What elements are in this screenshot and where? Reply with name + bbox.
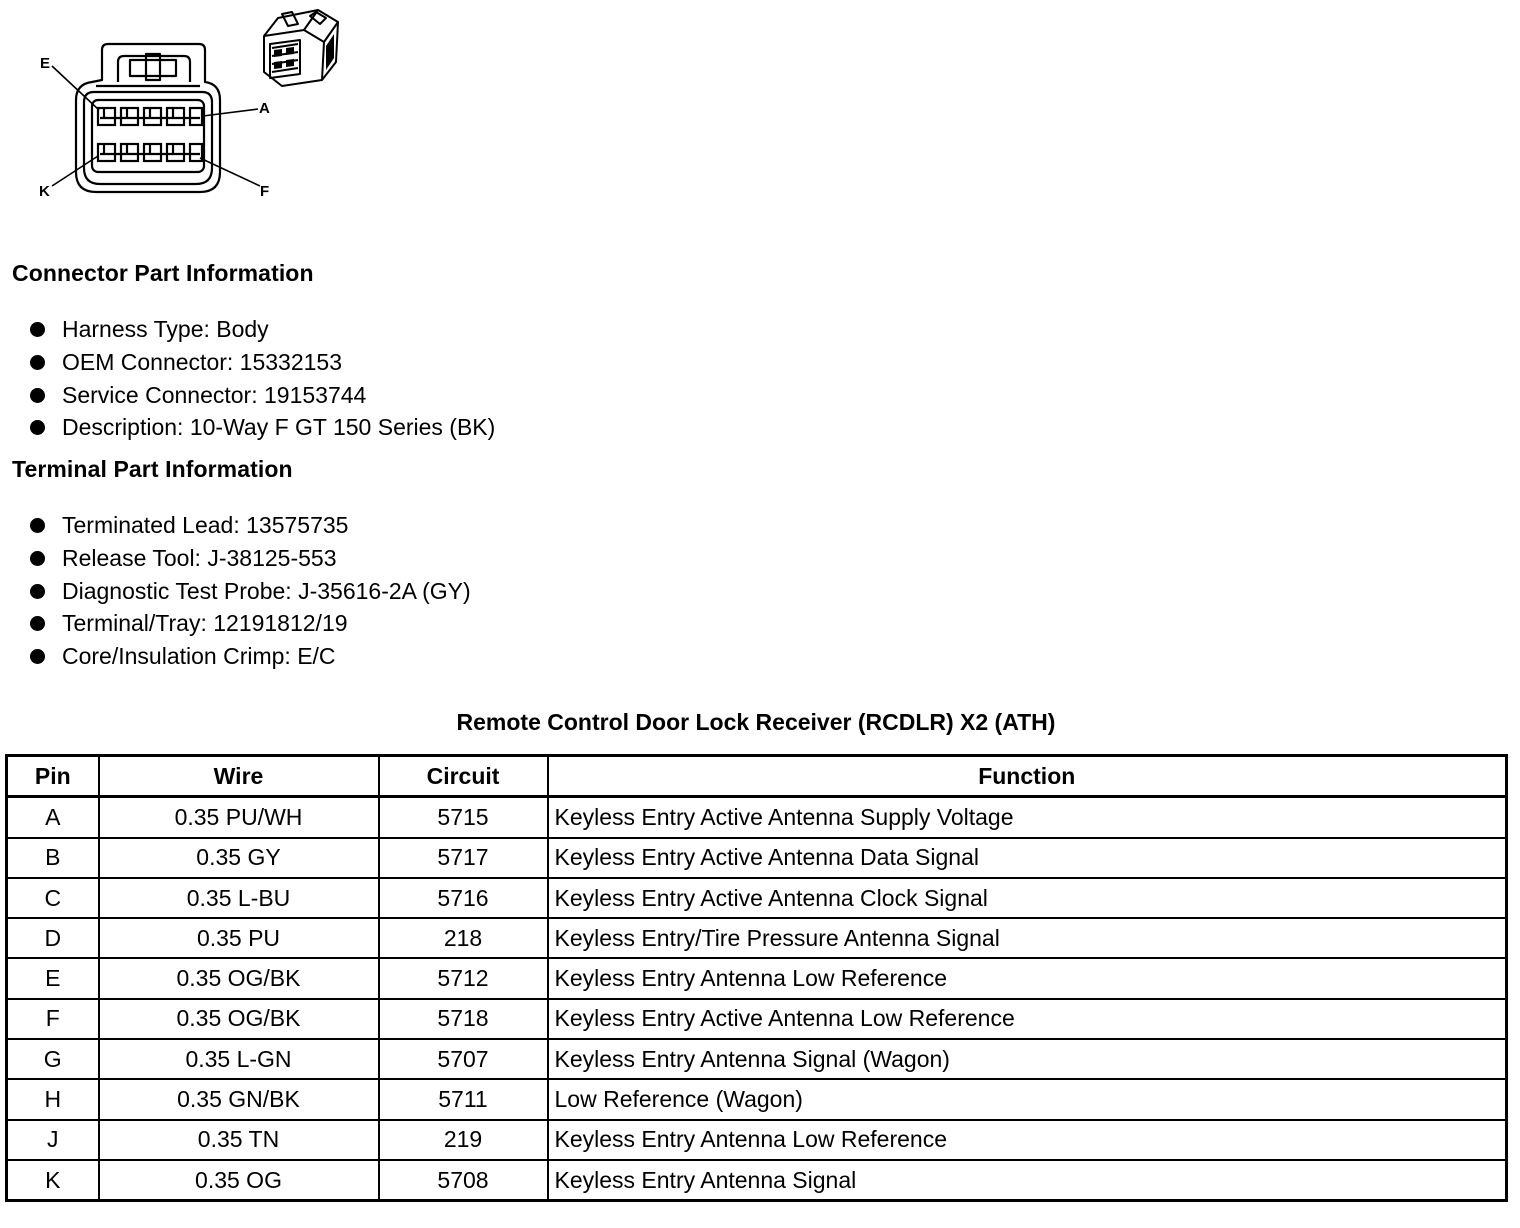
terminal-part-info-heading: Terminal Part Information	[12, 456, 293, 482]
column-header-wire: Wire	[99, 756, 379, 797]
column-header-function: Function	[548, 756, 1507, 797]
cell-circuit: 5717	[379, 838, 548, 878]
bullet-icon	[30, 584, 45, 599]
bullet-icon	[30, 420, 45, 435]
bullet-icon	[30, 551, 45, 566]
cell-wire: 0.35 OG	[99, 1160, 379, 1201]
cell-pin: F	[7, 999, 99, 1039]
list-item	[28, 346, 495, 379]
cell-pin: D	[7, 918, 99, 958]
table-row	[7, 999, 1507, 1039]
cell-function: Keyless Entry Antenna Signal (Wagon)	[548, 1039, 1507, 1079]
cell-circuit: 5707	[379, 1039, 548, 1079]
terminal-part-info-list	[28, 509, 471, 673]
list-item	[28, 575, 471, 608]
cell-function: Keyless Entry Antenna Low Reference	[548, 958, 1507, 998]
table-row	[7, 838, 1507, 878]
list-item	[28, 607, 471, 640]
list-item-text: Service Connector: 19153744	[62, 381, 367, 408]
list-item-text: Release Tool: J-38125-553	[62, 544, 337, 571]
connector-part-info-list	[28, 313, 495, 444]
cell-pin: K	[7, 1160, 99, 1201]
pin-label-k: K	[39, 183, 50, 200]
cell-pin: G	[7, 1039, 99, 1079]
bullet-icon	[30, 388, 45, 403]
bullet-icon	[30, 649, 45, 664]
list-item-text: Diagnostic Test Probe: J-35616-2A (GY)	[62, 577, 471, 604]
cell-function: Keyless Entry Antenna Low Reference	[548, 1120, 1507, 1160]
list-item	[28, 411, 495, 444]
bullet-icon	[30, 355, 45, 370]
cell-function: Keyless Entry Active Antenna Low Reference	[548, 999, 1507, 1039]
cell-pin: C	[7, 878, 99, 918]
cell-function: Keyless Entry Antenna Signal	[548, 1160, 1507, 1201]
cell-pin: H	[7, 1079, 99, 1119]
table-header-row	[7, 756, 1507, 797]
cell-circuit: 5708	[379, 1160, 548, 1201]
cell-function: Low Reference (Wagon)	[548, 1079, 1507, 1119]
table-row	[7, 958, 1507, 998]
table-row	[7, 797, 1507, 838]
list-item	[28, 640, 471, 673]
pin-label-a: A	[259, 100, 270, 117]
list-item	[28, 509, 471, 542]
cell-function: Keyless Entry Active Antenna Data Signal	[548, 838, 1507, 878]
pin-label-e: E	[40, 55, 51, 72]
list-item-text: Core/Insulation Crimp: E/C	[62, 643, 336, 670]
list-item-text: Harness Type: Body	[62, 316, 269, 342]
cell-function: Keyless Entry Active Antenna Clock Signal	[548, 878, 1507, 918]
cell-pin: B	[7, 838, 99, 878]
pinout-table	[5, 754, 1508, 1202]
cavity-row-top	[98, 108, 202, 125]
cell-function: Keyless Entry Active Antenna Supply Voltage	[548, 797, 1507, 838]
cell-wire: 0.35 L-BU	[99, 878, 379, 918]
pin-label-f: F	[260, 183, 270, 200]
cell-wire: 0.35 TN	[99, 1120, 379, 1160]
connector-diagram	[0, 0, 360, 215]
cell-wire: 0.35 GN/BK	[99, 1079, 379, 1119]
table-row	[7, 1039, 1507, 1079]
column-header-circuit: Circuit	[379, 756, 548, 797]
cell-wire: 0.35 OG/BK	[99, 999, 379, 1039]
cell-pin: A	[7, 797, 99, 838]
table-row	[7, 878, 1507, 918]
list-item	[28, 313, 495, 346]
cell-wire: 0.35 PU	[99, 918, 379, 958]
cell-circuit: 5716	[379, 878, 548, 918]
table-title: Remote Control Door Lock Receiver (RCDLR) X2 (ATH)	[456, 709, 1056, 735]
table-row	[7, 1160, 1507, 1201]
cell-circuit: 5715	[379, 797, 548, 838]
list-item-text: Terminated Lead: 13575735	[62, 512, 349, 538]
list-item	[28, 542, 471, 575]
list-item-text: Description: 10-Way F GT 150 Series (BK)	[62, 414, 496, 441]
cell-circuit: 5712	[379, 958, 548, 998]
cell-wire: 0.35 OG/BK	[99, 958, 379, 998]
cell-wire: 0.35 PU/WH	[99, 797, 379, 838]
cell-wire: 0.35 L-GN	[99, 1039, 379, 1079]
table-row	[7, 1079, 1507, 1119]
table-row	[7, 1120, 1507, 1160]
cell-circuit: 219	[379, 1120, 548, 1160]
column-header-pin: Pin	[7, 756, 99, 797]
cell-circuit: 5718	[379, 999, 548, 1039]
bullet-icon	[30, 616, 45, 631]
cell-pin: E	[7, 958, 99, 998]
table-row	[7, 918, 1507, 958]
cell-pin: J	[7, 1120, 99, 1160]
list-item-text: Terminal/Tray: 12191812/19	[62, 610, 348, 637]
bullet-icon	[30, 518, 45, 533]
cell-function: Keyless Entry/Tire Pressure Antenna Signal	[548, 918, 1507, 958]
bullet-icon	[30, 322, 45, 337]
cavity-row-bottom	[98, 144, 202, 161]
cell-circuit: 5711	[379, 1079, 548, 1119]
list-item	[28, 379, 495, 412]
list-item-text: OEM Connector: 15332153	[62, 348, 343, 375]
cell-circuit: 218	[379, 918, 548, 958]
connector-part-info-heading: Connector Part Information	[12, 260, 314, 286]
cell-wire: 0.35 GY	[99, 838, 379, 878]
